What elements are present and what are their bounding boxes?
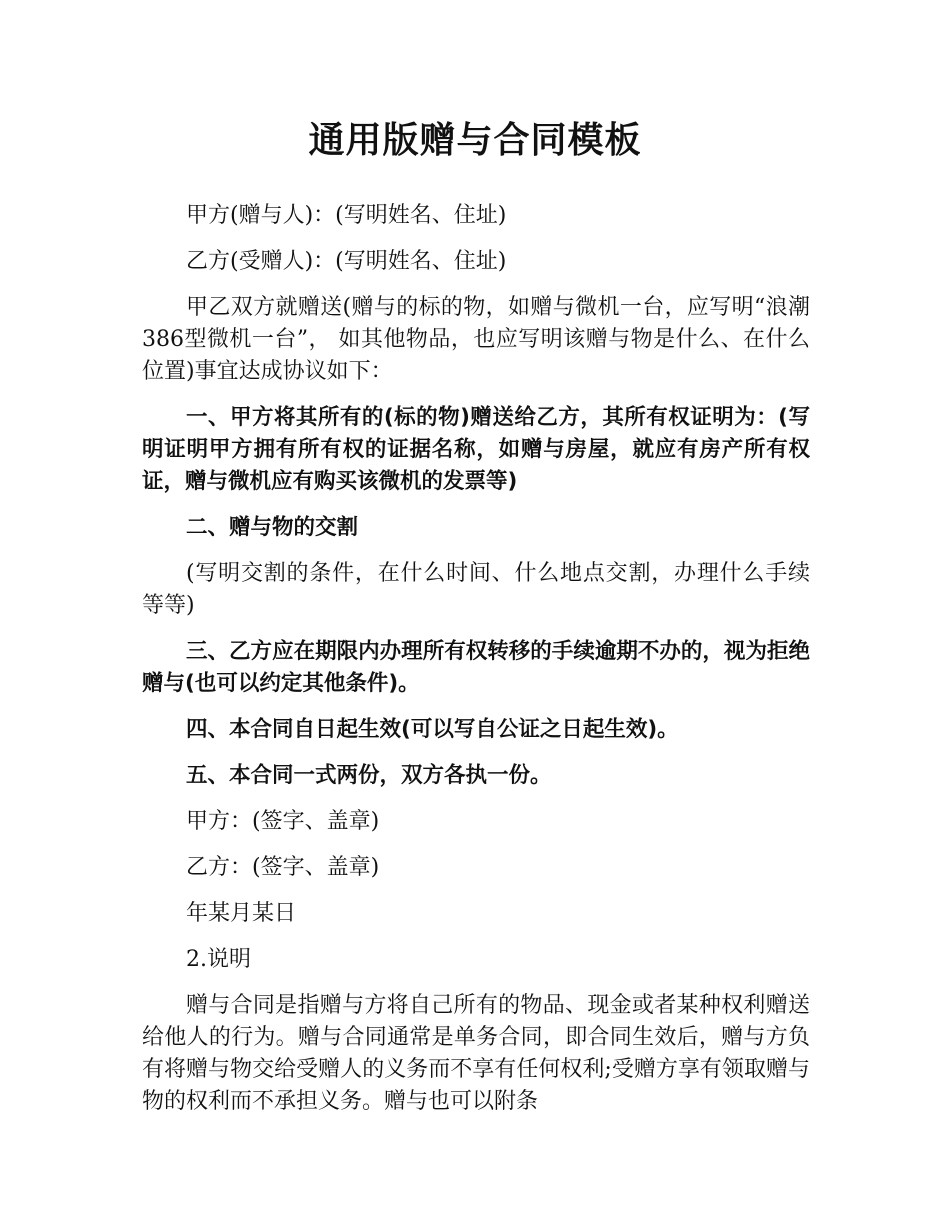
- clause-4: 四、本合同自日起生效(可以写自公证之日起生效)。: [186, 717, 679, 742]
- clause-2-heading: 二、赠与物的交割: [186, 515, 359, 540]
- preamble-paragraph: 甲乙双方就赠送(赠与的标的物，如赠与微机一台，应写明“浪潮386型微机一台”， 如其他物品，也应写明该赠与物是什么、在什么位置)事宜达成协议如下：: [142, 295, 810, 384]
- clause-1: 一、甲方将其所有的(标的物)赠送给乙方，其所有权证明为：(写明证明甲方拥有所有权的证据名称，如赠与房屋，就应有房产所有权证，赠与微机应有购买该微机的发票等): [142, 405, 810, 494]
- explanation-paragraph: 赠与合同是指赠与方将自己所有的物品、现金或者某种权利赠送给他人的行为。赠与合同通常是单务合同，即合同生效后，赠与方负有将赠与物交给受赠人的义务而不享有任何权利;受赠方享有领取赠与物的权利而不承担义务。赠与也可以附条: [142, 993, 810, 1114]
- party-a-line: 甲方(赠与人)：(写明姓名、住址): [186, 203, 507, 228]
- clause-2-detail: (写明交割的条件，在什么时间、什么地点交割，办理什么手续等等): [142, 561, 810, 618]
- document-body: [142, 200, 810, 1132]
- date-line: 年某月某日: [186, 901, 297, 926]
- document-title: 通用版赠与合同模板: [308, 120, 642, 161]
- clause-3: 三、乙方应在期限内办理所有权转移的手续逾期不办的，视为拒绝赠与(也可以约定其他条件)。: [142, 639, 810, 696]
- party-b-line: 乙方(受赠人)：(写明姓名、住址): [186, 249, 507, 274]
- party-b-signature-line: 乙方：(签字、盖章): [186, 855, 380, 880]
- explanation-heading: 2.说明: [186, 947, 251, 972]
- clause-5: 五、本合同一式两份，双方各执一份。: [186, 763, 552, 788]
- party-a-signature-line: 甲方：(签字、盖章): [186, 809, 380, 834]
